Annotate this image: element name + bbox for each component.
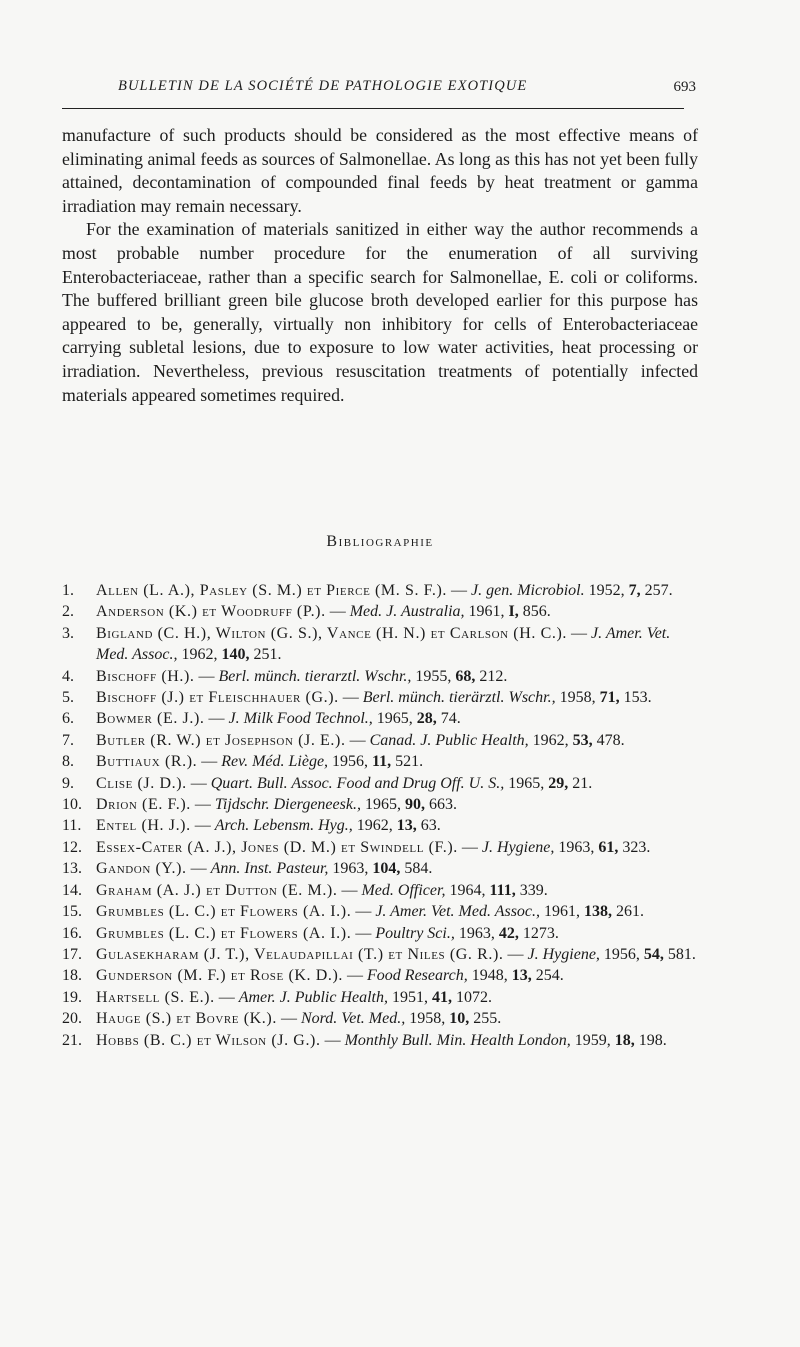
reference-journal: J. gen. Microbiol. xyxy=(471,582,585,599)
reference-journal: Canad. J. Public Health, xyxy=(369,731,529,749)
reference-number: 17. xyxy=(62,945,82,963)
reference-authors: Anderson (K.) et Woodruff (P.). xyxy=(96,603,326,621)
bibliography-item: 10. Drion (E. F.). — Tijdschr. Diergeneesk., 1965, 90, 663. xyxy=(62,794,698,815)
reference-number: 2. xyxy=(62,603,74,621)
reference-journal: J. Hygiene, xyxy=(527,945,600,963)
reference-authors: Hobbs (B. C.) et Wilson (J. G.). xyxy=(96,1031,321,1049)
reference-journal: J. Amer. Vet. Med. Assoc., xyxy=(96,624,671,664)
reference-number: 19. xyxy=(62,988,82,1006)
reference-number: 16. xyxy=(62,924,82,942)
reference-journal: J. Hygiene, xyxy=(481,838,555,856)
reference-journal: Amer. J. Public Health, xyxy=(238,988,388,1006)
reference-volume: 10, xyxy=(449,1010,470,1028)
reference-year: 1956, xyxy=(603,945,640,963)
paragraph-2: For the examination of materials sanitized in either way the author recommends a most probable number procedure for the enumeration of all surviving Enterobacteriaceae, rather than a specific search for Salmonellae, E. coli or coliforms. The buffered brilliant green bile glucose broth developed earlier for this purpose has appeared to be, generally, virtually non inhibitory for cells of Enterobacteriaceae carrying subletal lesions, due to exposure to low water activities, heat processing or irradiation. Nevertheless, previous resuscitation treatments of potentially infected materials appeared sometimes required. xyxy=(62,219,698,405)
reference-journal: Food Research, xyxy=(367,967,468,985)
reference-authors: Gandon (Y.). xyxy=(96,860,187,878)
reference-number: 11. xyxy=(62,817,82,835)
reference-volume: 54, xyxy=(643,945,664,963)
reference-number: 8. xyxy=(62,753,74,771)
reference-volume: 111, xyxy=(489,881,516,899)
reference-volume: 13, xyxy=(511,967,532,985)
reference-pages: 339. xyxy=(519,881,548,899)
bibliography-item: 9. Clise (J. D.). — Quart. Bull. Assoc. Food and Drug Off. U. S., 1965, 29, 21. xyxy=(62,773,698,794)
reference-pages: 257. xyxy=(644,582,673,599)
page-number: 693 xyxy=(673,79,696,95)
bibliography-item: 12. Essex-Cater (A. J.), Jones (D. M.) et Swindell (F.). — J. Hygiene, 1963, 61, 323. xyxy=(62,837,698,858)
reference-journal: Tijdschr. Diergeneesk., xyxy=(214,796,361,814)
reference-number: 3. xyxy=(62,624,74,642)
reference-authors: Grumbles (L. C.) et Flowers (A. I.). xyxy=(96,903,352,921)
reference-year: 1963, xyxy=(558,838,595,856)
reference-pages: 21. xyxy=(572,774,593,792)
reference-authors: Entel (H. J.). xyxy=(96,817,191,835)
reference-authors: Bigland (C. H.), Wilton (G. S.), Vance (H. N.) et Carlson (H. C.). xyxy=(96,624,567,642)
reference-volume: 7, xyxy=(628,582,641,599)
reference-pages: 323. xyxy=(622,838,651,856)
reference-year: 1956, xyxy=(332,753,369,771)
reference-journal: Med. J. Australia, xyxy=(349,603,465,621)
reference-number: 9. xyxy=(62,774,74,792)
reference-pages: 212. xyxy=(479,667,508,685)
reference-pages: 255. xyxy=(473,1010,502,1028)
reference-journal: J. Amer. Vet. Med. Assoc., xyxy=(375,903,541,921)
bibliography-item: 19. Hartsell (S. E.). — Amer. J. Public Health, 1951, 41, 1072. xyxy=(62,987,698,1008)
bibliography-heading: Bibliographie xyxy=(326,533,434,550)
reference-year: 1963, xyxy=(332,860,369,878)
reference-volume: 53, xyxy=(572,731,593,749)
reference-volume: 104, xyxy=(372,860,401,878)
reference-number: 7. xyxy=(62,731,74,749)
reference-volume: 18, xyxy=(614,1031,635,1049)
reference-number: 1. xyxy=(62,582,74,599)
reference-journal: Rev. Méd. Liège, xyxy=(221,753,329,771)
reference-authors: Graham (A. J.) et Dutton (E. M.). xyxy=(96,881,338,899)
reference-pages: 251. xyxy=(253,646,282,664)
reference-volume: 140, xyxy=(221,646,250,664)
reference-pages: 198. xyxy=(638,1031,667,1049)
bibliography-item: 11. Entel (H. J.). — Arch. Lebensm. Hyg., 1962, 13, 63. xyxy=(62,815,698,836)
reference-pages: 63. xyxy=(420,817,441,835)
reference-volume: 68, xyxy=(455,667,476,685)
reference-authors: Gunderson (M. F.) et Rose (K. D.). xyxy=(96,967,344,985)
reference-journal: Med. Officer, xyxy=(361,881,446,899)
reference-volume: 42, xyxy=(498,924,519,942)
reference-year: 1962, xyxy=(356,817,393,835)
reference-number: 13. xyxy=(62,860,82,878)
reference-pages: 1273. xyxy=(522,924,559,942)
bibliography-list xyxy=(62,580,698,1051)
bibliography-item: 21. Hobbs (B. C.) et Wilson (J. G.). — Monthly Bull. Min. Health London, 1959, 18, 198. xyxy=(62,1030,698,1051)
reference-volume: I, xyxy=(508,603,519,621)
reference-volume: 61, xyxy=(598,838,619,856)
reference-number: 6. xyxy=(62,710,74,728)
bibliography-item: 8. Buttiaux (R.). — Rev. Méd. Liège, 1956, 11, 521. xyxy=(62,751,698,772)
bibliography-item: 16. Grumbles (L. C.) et Flowers (A. I.). — Poultry Sci., 1963, 42, 1273. xyxy=(62,923,698,944)
reference-year: 1959, xyxy=(574,1031,611,1049)
reference-year: 1952, xyxy=(588,582,625,599)
reference-number: 12. xyxy=(62,838,82,856)
reference-year: 1964, xyxy=(449,881,486,899)
reference-authors: Gulasekharam (J. T.), Velaudapillai (T.) et Niles (G. R.). xyxy=(96,945,504,963)
reference-pages: 74. xyxy=(440,710,461,728)
reference-number: 10. xyxy=(62,796,82,814)
bibliography-item: 5. Bischoff (J.) et Fleischhauer (G.). — Berl. münch. tierärztl. Wschr., 1958, 71, 153. xyxy=(62,687,698,708)
bibliography-item: 15. Grumbles (L. C.) et Flowers (A. I.). — J. Amer. Vet. Med. Assoc., 1961, 138, 261. xyxy=(62,901,698,922)
reference-number: 21. xyxy=(62,1031,82,1049)
reference-volume: 13, xyxy=(396,817,417,835)
reference-pages: 584. xyxy=(404,860,433,878)
reference-number: 15. xyxy=(62,903,82,921)
reference-journal: Quart. Bull. Assoc. Food and Drug Off. U. S., xyxy=(210,774,505,792)
paragraph-1: manufacture of such products should be considered as the most effective means of eliminating animal feeds as sources of Salmonellae. As long as this has not yet been fully attained, decontamination of compounded final feeds by heat treatment or gamma irradiation may remain necessary. xyxy=(62,125,698,216)
running-title: BULLETIN DE LA SOCIÉTÉ DE PATHOLOGIE EXOTIQUE xyxy=(118,78,528,94)
reference-pages: 254. xyxy=(535,967,564,985)
reference-year: 1963, xyxy=(458,924,495,942)
bibliography-item: 20. Hauge (S.) et Bovre (K.). — Nord. Vet. Med., 1958, 10, 255. xyxy=(62,1008,698,1029)
reference-authors: Bischoff (J.) et Fleischhauer (G.). xyxy=(96,689,339,707)
reference-number: 20. xyxy=(62,1010,82,1028)
reference-volume: 71, xyxy=(599,689,620,707)
reference-volume: 138, xyxy=(584,903,613,921)
bibliography-item: 2. Anderson (K.) et Woodruff (P.). — Med. J. Australia, 1961, I, 856. xyxy=(62,601,698,622)
reference-authors: Essex-Cater (A. J.), Jones (D. M.) et Swindell (F.). xyxy=(96,838,458,856)
reference-pages: 521. xyxy=(395,753,424,771)
reference-authors: Hauge (S.) et Bovre (K.). xyxy=(96,1010,277,1028)
reference-year: 1961, xyxy=(468,603,505,621)
header-rule xyxy=(62,108,684,109)
reference-volume: 90, xyxy=(404,796,425,814)
reference-volume: 11, xyxy=(372,753,392,771)
reference-year: 1962, xyxy=(532,731,569,749)
reference-journal: Berl. münch. tierarztl. Wschr., xyxy=(218,667,412,685)
reference-journal: Berl. münch. tierärztl. Wschr., xyxy=(362,689,556,707)
reference-authors: Hartsell (S. E.). xyxy=(96,988,215,1006)
reference-year: 1948, xyxy=(471,967,508,985)
reference-year: 1958, xyxy=(559,689,596,707)
reference-pages: 153. xyxy=(623,689,652,707)
reference-authors: Grumbles (L. C.) et Flowers (A. I.). xyxy=(96,924,352,942)
reference-number: 5. xyxy=(62,689,74,707)
reference-authors: Buttiaux (R.). xyxy=(96,753,198,771)
bibliography-item: 18. Gunderson (M. F.) et Rose (K. D.). — Food Research, 1948, 13, 254. xyxy=(62,965,698,986)
reference-pages: 581. xyxy=(667,945,696,963)
bibliography-item: 7. Butler (R. W.) et Josephson (J. E.). — Canad. J. Public Health, 1962, 53, 478. xyxy=(62,730,698,751)
reference-year: 1955, xyxy=(415,667,452,685)
reference-number: 14. xyxy=(62,881,82,899)
page-header xyxy=(62,78,698,102)
body-text xyxy=(62,124,698,407)
reference-journal: Monthly Bull. Min. Health London, xyxy=(344,1031,571,1049)
reference-year: 1958, xyxy=(409,1010,446,1028)
bibliography-item: 17. Gulasekharam (J. T.), Velaudapillai (T.) et Niles (G. R.). — J. Hygiene, 1956, 54, 581. xyxy=(62,944,698,965)
reference-pages: 261. xyxy=(616,903,645,921)
reference-volume: 29, xyxy=(548,774,569,792)
reference-pages: 478. xyxy=(596,731,625,749)
reference-authors: Bowmer (E. J.). xyxy=(96,710,205,728)
reference-journal: Ann. Inst. Pasteur, xyxy=(210,860,329,878)
reference-authors: Drion (E. F.). xyxy=(96,796,191,814)
bibliography-item: 3. Bigland (C. H.), Wilton (G. S.), Vance (H. N.) et Carlson (H. C.). — J. Amer. Vet. Med. Assoc., 1962, 140, 251. xyxy=(62,624,671,664)
bibliography-item: 14. Graham (A. J.) et Dutton (E. M.). — Med. Officer, 1964, 111, 339. xyxy=(62,880,698,901)
reference-year: 1962, xyxy=(181,646,218,664)
reference-journal: J. Milk Food Technol., xyxy=(228,710,373,728)
reference-pages: 663. xyxy=(428,796,457,814)
reference-volume: 28, xyxy=(416,710,437,728)
reference-year: 1965, xyxy=(376,710,413,728)
reference-year: 1965, xyxy=(508,774,545,792)
reference-journal: Arch. Lebensm. Hyg., xyxy=(214,817,353,835)
reference-authors: Clise (J. D.). xyxy=(96,774,187,792)
reference-year: 1961, xyxy=(544,903,581,921)
bibliography-item: 4. Bischoff (H.). — Berl. münch. tierarztl. Wschr., 1955, 68, 212. xyxy=(62,666,698,687)
reference-number: 18. xyxy=(62,967,82,985)
reference-journal: Poultry Sci., xyxy=(375,924,455,942)
reference-year: 1965, xyxy=(364,796,401,814)
reference-year: 1951, xyxy=(392,988,428,1006)
reference-authors: Bischoff (H.). xyxy=(96,667,195,685)
bibliography-item: 13. Gandon (Y.). — Ann. Inst. Pasteur, 1963, 104, 584. xyxy=(62,858,698,879)
bibliography-item: 1. Allen (L. A.), Pasley (S. M.) et Pierce (M. S. F.). — J. gen. Microbiol. 1952, 7, 257. xyxy=(62,580,698,601)
reference-volume: 41, xyxy=(432,988,452,1006)
bibliography-item: 6. Bowmer (E. J.). — J. Milk Food Technol., 1965, 28, 74. xyxy=(62,708,698,729)
reference-pages: 856. xyxy=(522,603,551,621)
reference-pages: 1072. xyxy=(456,988,492,1006)
reference-authors: Butler (R. W.) et Josephson (J. E.). xyxy=(96,731,346,749)
reference-journal: Nord. Vet. Med., xyxy=(300,1010,406,1028)
reference-authors: Allen (L. A.), Pasley (S. M.) et Pierce (M. S. F.). xyxy=(96,582,447,599)
reference-number: 4. xyxy=(62,667,74,685)
